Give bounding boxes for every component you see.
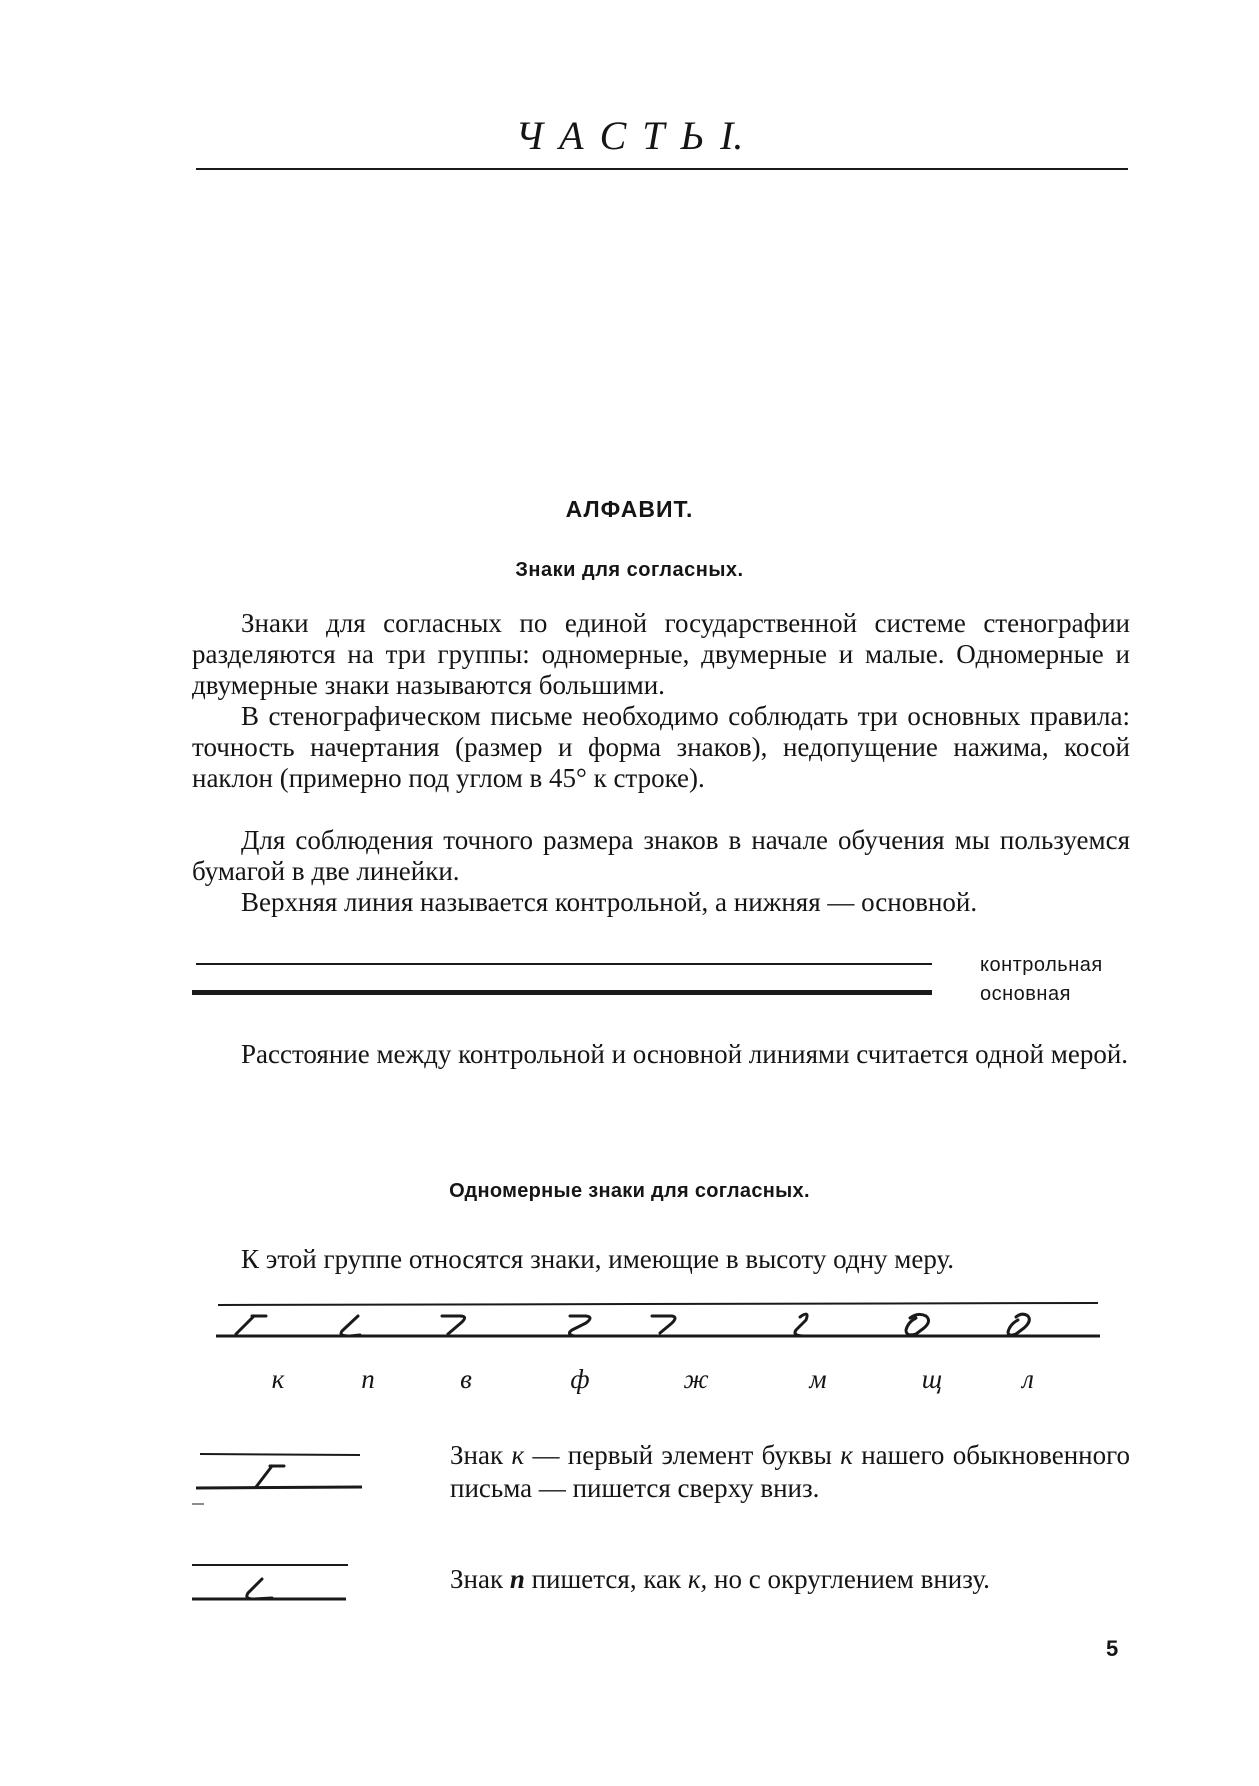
example-p-figure — [190, 1545, 360, 1605]
section-subtitle: Знаки для согласных. — [515, 559, 744, 581]
example-k-end: нашего обыкновенного письма — пишется сверху вниз. — [450, 1440, 1131, 1503]
example-k-letter: к — [511, 1440, 525, 1470]
sign-zh-icon — [652, 1316, 675, 1333]
example-p-letter-2: к, — [687, 1564, 708, 1594]
row-control-line — [218, 1303, 1098, 1305]
example-k-middle: — первый элемент буквы — [532, 1440, 832, 1470]
sign-p-icon — [341, 1316, 360, 1336]
example-p-text — [450, 1563, 1130, 1596]
paragraph-2: В стенографическом письме необходимо соблюдать три основных правила: точность начертания (размер и форма знаков), недопущение нажима, косой наклон (примерно под углом в 45° к строке). — [192, 701, 1130, 793]
example-k-figure — [190, 1444, 370, 1514]
subsection-title: Одномерные знаки для согласных. — [449, 1180, 810, 1202]
sign-label-zh: ж — [683, 1364, 709, 1394]
sign-f-icon — [569, 1316, 590, 1336]
sign-label-k: к — [271, 1364, 285, 1394]
page-number: 5 — [1106, 1636, 1119, 1661]
base-line — [192, 990, 932, 995]
subsection-intro: К этой группе относятся знаки, имеющие в высоту одну меру. — [241, 1244, 955, 1274]
example-k-letter-2: к — [840, 1440, 853, 1470]
control-line — [196, 963, 932, 965]
example-p-end: но с округлением внизу. — [714, 1564, 990, 1594]
paragraph-3: Для соблюдения точного размера знаков в начале обучения мы пользуемся бумагой в две линейки. — [192, 825, 1130, 886]
sign-m-icon — [795, 1314, 812, 1336]
paragraph-1: Знаки для согласных по единой государственной системе стенографии разделяются на три группы: одномерные, двумерные и малые. Одномерные и двумерные знаки называются большими. — [192, 608, 1130, 700]
control-line-label: контрольная — [980, 954, 1103, 976]
measure-paragraph: Расстояние между контрольной и основной линиями считается одной мерой. — [241, 1039, 1129, 1069]
example-p-middle: пишется, как — [531, 1564, 682, 1594]
sign-label-shch: щ — [921, 1364, 943, 1394]
sign-shch-icon — [906, 1314, 929, 1335]
sign-label-f: ф — [570, 1364, 590, 1394]
sign-p-example-icon — [247, 1579, 272, 1599]
section-title: АЛФАВИТ. — [565, 496, 694, 522]
base-line-label: основная — [980, 983, 1071, 1005]
example-p-word: Знак — [450, 1564, 504, 1594]
sign-l-icon — [1008, 1314, 1032, 1336]
example-k-text — [450, 1439, 1130, 1505]
part-title: Ч А С Т Ь I. — [515, 113, 744, 158]
header-rule — [196, 168, 1128, 170]
sign-label-l: л — [1022, 1364, 1034, 1394]
sign-k-example-icon — [256, 1466, 284, 1487]
sign-label-p: п — [361, 1364, 375, 1394]
sign-label-v: в — [460, 1364, 472, 1394]
sign-v-icon — [442, 1316, 465, 1334]
example-p-letter: п — [509, 1564, 525, 1594]
sign-k-icon — [236, 1316, 266, 1334]
paragraph-4: Верхняя линия называется контрольной, а нижняя — основной. — [241, 887, 978, 917]
example-k-word: Знак — [450, 1440, 504, 1470]
consonant-signs-row — [210, 1296, 1130, 1356]
sign-label-m: м — [809, 1364, 827, 1394]
